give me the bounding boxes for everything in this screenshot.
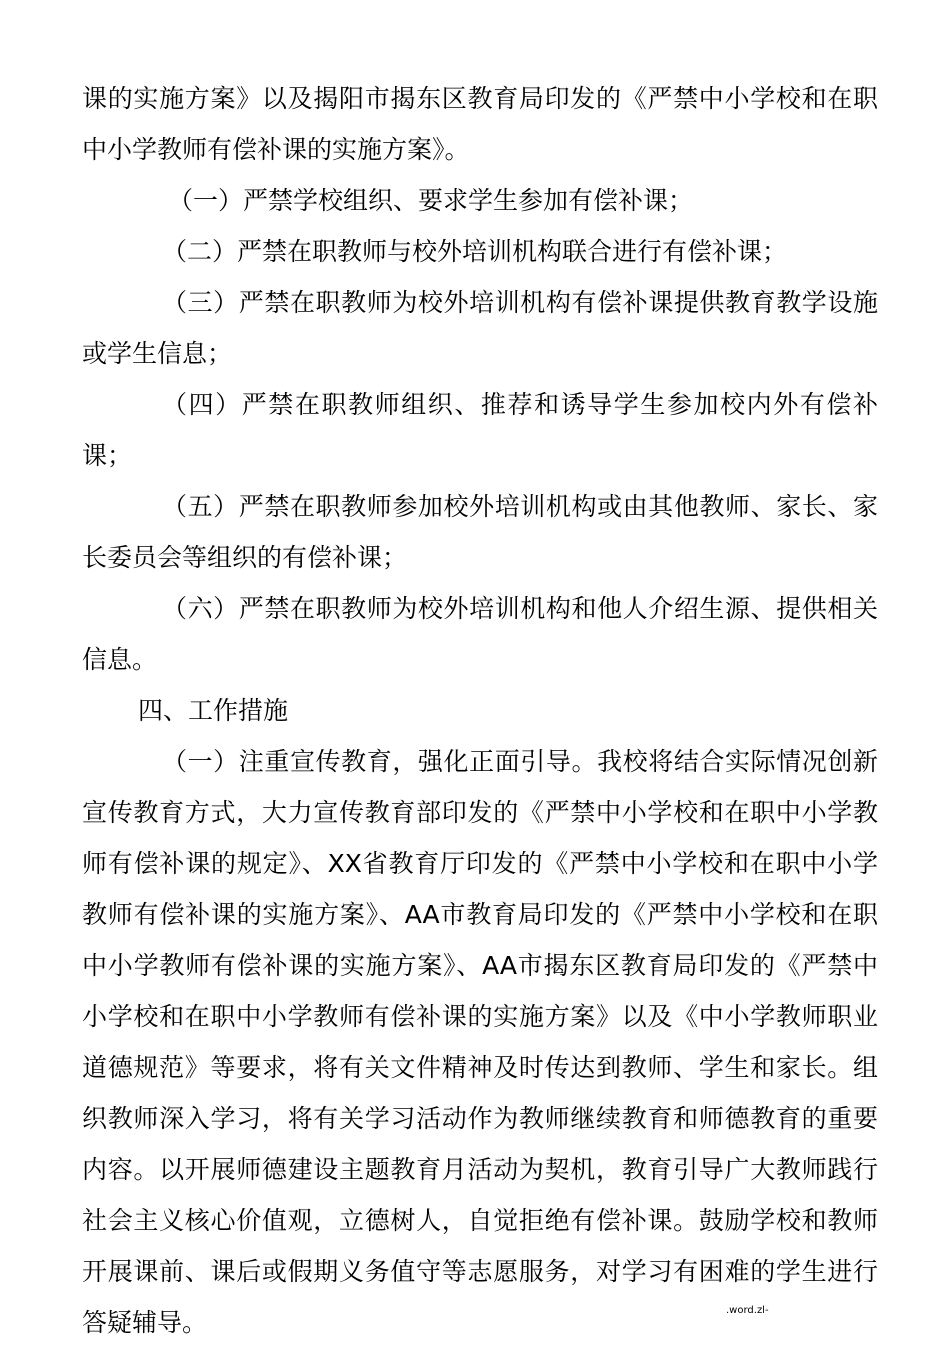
document-body <box>82 73 878 1348</box>
paragraph-item-4: （四）严禁在职教师组织、推荐和诱导学生参加校内外有偿补课； <box>82 390 878 470</box>
paragraph-item-3: （三）严禁在职教师为校外培训机构有偿补课提供教育教学设施或学生信息； <box>82 288 878 368</box>
section-heading: 四、工作措施 <box>138 696 289 725</box>
page-footer: .word.zl- <box>726 1305 769 1316</box>
paragraph-item-6: （六）严禁在职教师为校外培训机构和他人介绍生源、提供相关信息。 <box>82 594 878 674</box>
paragraph-item-1: （一）严禁学校组织、要求学生参加有偿补课； <box>168 186 694 215</box>
paragraph-measure-1: （一）注重宣传教育，强化正面引导。我校将结合实际情况创新宣传教育方式，大力宣传教育部印发的《严禁中小学校和在职中小学教师有偿补课的规定》、XX省教育厅印发的《严禁中小学校和在职中小学教师有偿补课的实施方案》、AA市教育局印发的《严禁中小学校和在职中小学教师有偿补课的实施方案》、AA市揭东区教育局印发的《严禁中小学校和在职中小学教师有偿补课的实施方案》以及《中小学教师职业道德规范》等要求，将有关文件精神及时传达到教师、学生和家长。组织教师深入学习，将有关学习活动作为教师继续教育和师德教育的重要内容。以开展师德建设主题教育月活动为契机，教育引导广大教师践行社会主义核心价值观，立德树人，自觉拒绝有偿补课。鼓励学校和教师开展课前、课后或假期义务值守等志愿服务，对学习有困难的学生进行答疑辅导。 <box>82 747 878 1337</box>
paragraph-item-2: （二）严禁在职教师与校外培训机构联合进行有偿补课； <box>162 237 788 266</box>
paragraph-continuation: 课的实施方案》以及揭阳市揭东区教育局印发的《严禁中小学校和在职中小学教师有偿补课的实施方案》。 <box>82 84 878 164</box>
paragraph-item-5: （五）严禁在职教师参加校外培训机构或由其他教师、家长、家长委员会等组织的有偿补课； <box>82 492 878 572</box>
